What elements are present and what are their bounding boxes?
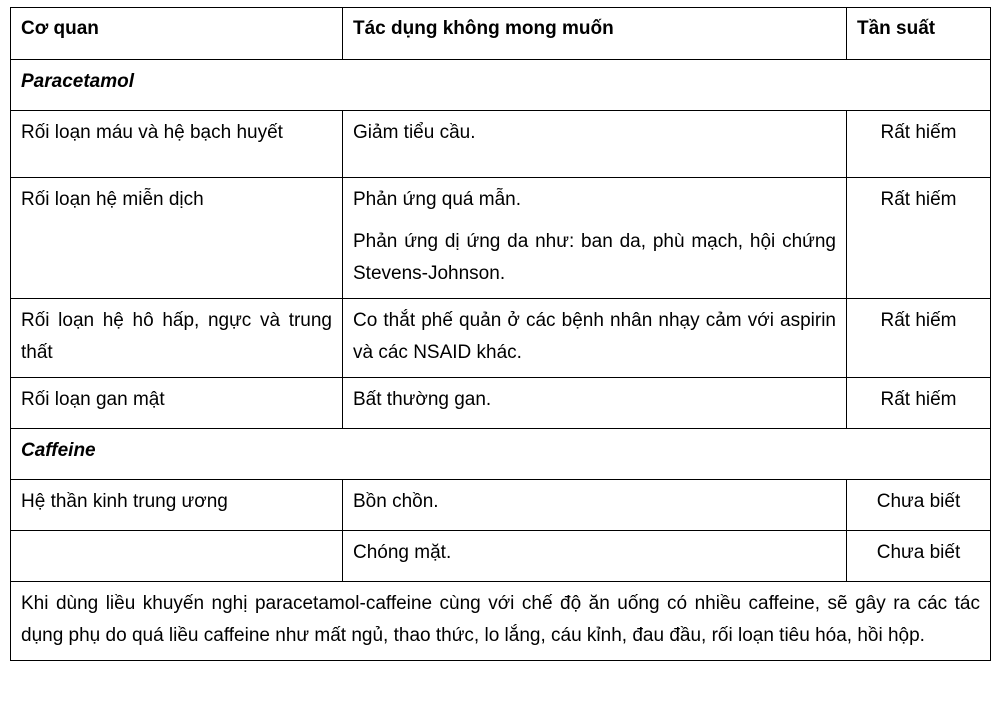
effect-text: Phản ứng dị ứng da như: ban da, phù mạch, hội chứng Stevens-Johnson. (353, 231, 836, 284)
table-row (11, 378, 991, 429)
effect-text: Phản ứng quá mẫn. (353, 189, 522, 210)
header-row (11, 8, 991, 60)
effect-text: Co thắt phế quản ở các bệnh nhân nhạy cảm với aspirin và các NSAID khác. (353, 310, 836, 363)
table-row (11, 480, 991, 531)
effect-text: Bồn chồn. (353, 491, 439, 512)
organ-cell: Rối loạn máu và hệ bạch huyết (11, 111, 343, 178)
footnote-row (11, 582, 991, 661)
organ-cell: Rối loạn hệ hô hấp, ngực và trung thất (11, 299, 343, 378)
section-title: Paracetamol (11, 60, 991, 111)
organ-cell: Rối loạn gan mật (11, 378, 343, 429)
frequency-cell: Rất hiếm (847, 378, 991, 429)
header-frequency: Tần suất (847, 8, 991, 60)
frequency-cell: Rất hiếm (847, 178, 991, 299)
effect-text: Chóng mặt. (353, 542, 452, 563)
frequency-cell: Chưa biết (847, 531, 991, 582)
effect-cell (343, 111, 847, 178)
effect-cell (343, 299, 847, 378)
effect-cell (343, 378, 847, 429)
frequency-cell: Rất hiếm (847, 111, 991, 178)
effect-text: Giảm tiểu cầu. (353, 122, 476, 143)
section-row-caffeine (11, 429, 991, 480)
organ-cell (11, 531, 343, 582)
table-row (11, 111, 991, 178)
header-organ: Cơ quan (11, 8, 343, 60)
table-row (11, 531, 991, 582)
adverse-effects-table (10, 7, 991, 661)
footnote-cell: Khi dùng liều khuyến nghị paracetamol-caffeine cùng với chế độ ăn uống có nhiều caffeine, sẽ gây ra các tác dụng phụ do quá liều caffeine như mất ngủ, thao thức, lo lắng, cáu kỉnh, đau đầu, rối loạn tiêu hóa, hồi hộp. (11, 582, 991, 661)
frequency-cell: Rất hiếm (847, 299, 991, 378)
organ-cell: Hệ thần kinh trung ương (11, 480, 343, 531)
header-adverse-effect: Tác dụng không mong muốn (343, 8, 847, 60)
section-title: Caffeine (11, 429, 991, 480)
effect-text: Bất thường gan. (353, 389, 492, 410)
table-row (11, 178, 991, 299)
effect-cell (343, 480, 847, 531)
section-row-paracetamol (11, 60, 991, 111)
frequency-cell: Chưa biết (847, 480, 991, 531)
effect-cell (343, 178, 847, 299)
organ-cell: Rối loạn hệ miễn dịch (11, 178, 343, 299)
effect-cell (343, 531, 847, 582)
table-row (11, 299, 991, 378)
